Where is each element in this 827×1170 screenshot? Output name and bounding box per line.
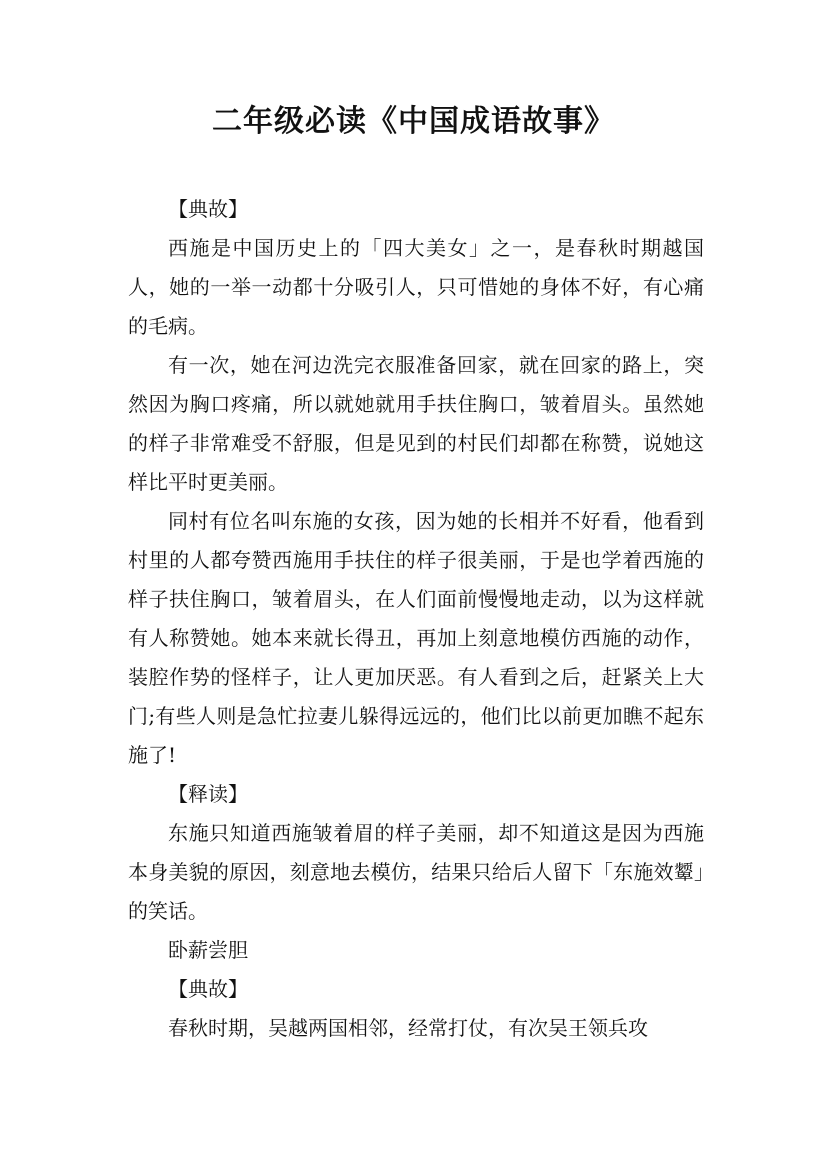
idiom-title: 卧薪尝胆 bbox=[168, 938, 248, 962]
body-paragraph: 西施是中国历史上的「四大美女」之一，是春秋时期越国人，她的一举一动都十分吸引人，只可惜她的身体不好，有心痛的毛病。 bbox=[128, 236, 704, 338]
section-heading-allusion: 【典故】 bbox=[168, 977, 248, 1001]
section-heading-allusion: 【典故】 bbox=[168, 197, 248, 221]
body-paragraph: 东施只知道西施皱着眉的样子美丽，却不知道这是因为西施本身美貌的原因，刻意地去模仿，结果只给后人留下「东施效颦」的笑话。 bbox=[128, 821, 704, 923]
document-body bbox=[128, 190, 704, 1048]
body-paragraph: 春秋时期，吴越两国相邻，经常打仗，有次吴王领兵攻 bbox=[168, 1016, 648, 1040]
section-heading-interpretation: 【释读】 bbox=[168, 782, 248, 806]
page-title: 二年级必读《中国成语故事》 bbox=[212, 104, 615, 139]
body-paragraph: 有一次，她在河边洗完衣服准备回家，就在回家的路上，突然因为胸口疼痛，所以就她就用手扶住胸口，皱着眉头。虽然她的样子非常难受不舒服，但是见到的村民们却都在称赞，说她这样比平时更美丽。 bbox=[128, 353, 704, 494]
body-paragraph: 同村有位名叫东施的女孩，因为她的长相并不好看，他看到村里的人都夸赞西施用手扶住的样子很美丽，于是也学着西施的样子扶住胸口，皱着眉头，在人们面前慢慢地走动，以为这样就有人称赞她。她本来就长得丑，再加上刻意地模仿西施的动作，装腔作势的怪样子，让人更加厌恶。有人看到之后，赶紧关上大门;有些人则是急忙拉妻儿躲得远远的，他们比以前更加瞧不起东施了! bbox=[128, 509, 704, 767]
